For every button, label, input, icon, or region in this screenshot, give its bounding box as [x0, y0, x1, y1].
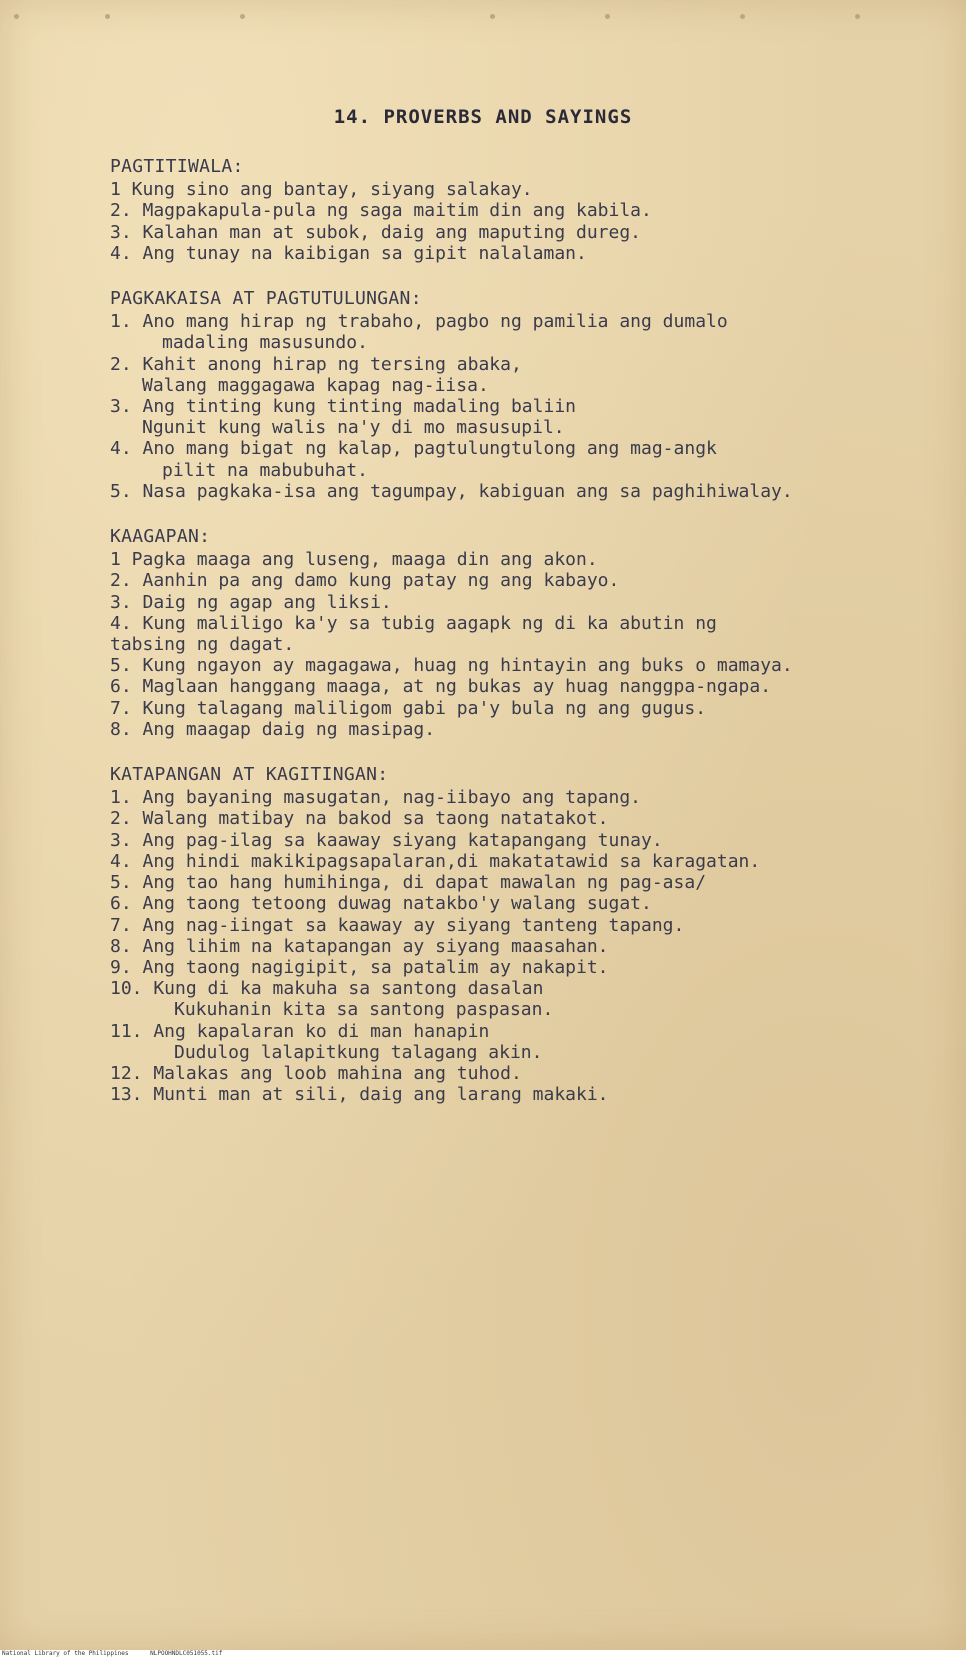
- proverb-line: 1 Kung sino ang bantay, siyang salakay.: [110, 179, 533, 201]
- section-heading: PAGTITIWALA:: [110, 156, 244, 177]
- proverb-line: 3. Ang tinting kung tinting madaling baliin: [110, 396, 576, 418]
- proverb-line: 5. Kung ngayon ay magagawa, huag ng hintayin ang buks o mamaya.: [110, 655, 793, 677]
- proverb-line: 1 Pagka maaga ang luseng, maaga din ang akon.: [110, 549, 598, 571]
- proverb-line: 2. Kahit anong hirap ng tersing abaka,: [110, 353, 522, 375]
- proverb-line-continued: Ngunit kung walis na'y di mo masusupil.: [142, 417, 565, 439]
- proverb-line: 10. Kung di ka makuha sa santong dasalan: [110, 978, 544, 1000]
- section-heading: KATAPANGAN AT KAGITINGAN:: [110, 764, 389, 786]
- proverb-line-continued: Dudulog lalapitkung talagang akin.: [174, 1041, 543, 1063]
- proverb-line: 4. Ano mang bigat ng kalap, pagtulungtulong ang mag-angk: [110, 438, 717, 460]
- proverb-line: 13. Munti man at sili, daig ang larang makaki.: [110, 1084, 609, 1106]
- proverb-line-continued: Walang maggagawa kapag nag-iisa.: [142, 374, 489, 396]
- section-heading: KAAGAPAN:: [110, 526, 211, 548]
- proverb-line: 2. Walang matibay na bakod sa taong natatakot.: [110, 808, 609, 830]
- proverb-line: 2. Magpakapula-pula ng saga maitim din ang kabila.: [110, 200, 652, 222]
- punch-mark: [490, 14, 495, 19]
- page-title: 14. PROVERBS AND SAYINGS: [333, 106, 633, 128]
- proverb-line: 4. Ang tunay na kaibigan sa gipit nalalaman.: [110, 242, 587, 264]
- proverb-line: 7. Ang nag-iingat sa kaaway ay siyang tanteng tapang.: [110, 914, 685, 936]
- proverb-line: 8. Ang maagap daig ng masipag.: [110, 718, 436, 740]
- proverb-line: 7. Kung talagang maliligom gabi pa'y bula ng ang gugus.: [110, 697, 707, 719]
- proverb-line: 4. Ang hindi makikipagsapalaran,di makatatawid sa karagatan.: [110, 850, 761, 872]
- proverb-line: 1. Ang bayaning masugatan, nag-iibayo ang tapang.: [110, 787, 642, 809]
- punch-mark: [240, 14, 245, 19]
- proverb-line: 12. Malakas ang loob mahina ang tuhod.: [110, 1062, 522, 1084]
- proverb-line: 3. Daig ng agap ang liksi.: [110, 591, 392, 613]
- proverb-line-continued: pilit na mabubuhat.: [162, 459, 368, 481]
- proverb-line-continued: tabsing ng dagat.: [110, 634, 295, 656]
- punch-mark: [605, 14, 610, 19]
- scan-footer: [2, 1650, 968, 1658]
- section-pagtitiwala: [110, 156, 950, 264]
- section-kaagapan: [110, 526, 950, 740]
- proverb-line: 3. Ang pag-ilag sa kaaway siyang katapangang tunay.: [110, 829, 663, 851]
- punch-mark: [105, 14, 110, 19]
- proverb-line: 3. Kalahan man at subok, daig ang maputing dureg.: [110, 221, 642, 243]
- proverb-line: 6. Ang taong tetoong duwag natakbo'y walang sugat.: [110, 893, 652, 915]
- proverb-line: 1. Ano mang hirap ng trabaho, pagbo ng pamilia ang dumalo: [110, 311, 728, 333]
- proverb-line: 9. Ang taong nagigipit, sa patalim ay nakapit.: [110, 956, 609, 978]
- punch-mark: [14, 14, 19, 19]
- proverb-line: 6. Maglaan hanggang maaga, at ng bukas ay huag nanggpa-ngapa.: [110, 676, 772, 698]
- proverb-line-continued: Kukuhanin kita sa santong paspasan.: [174, 999, 554, 1021]
- punch-mark: [855, 14, 860, 19]
- proverb-line: 11. Ang kapalaran ko di man hanapin: [110, 1020, 490, 1042]
- section-katapangan: [110, 764, 950, 1105]
- proverb-line: 5. Ang tao hang humihinga, di dapat mawalan ng pag-asa/: [110, 872, 707, 894]
- footer-filename: NLPOOHNDLC051055.tif: [150, 1650, 223, 1657]
- proverb-line: 8. Ang lihim na katapangan ay siyang maasahan.: [110, 935, 609, 957]
- section-pagkakaisa: [110, 288, 950, 502]
- proverb-line: 2. Aanhin pa ang damo kung patay ng ang kabayo.: [110, 570, 620, 592]
- punch-mark: [740, 14, 745, 19]
- section-heading: PAGKAKAISA AT PAGTUTULUNGAN:: [110, 288, 422, 310]
- proverb-line: 5. Nasa pagkaka-isa ang tagumpay, kabiguan ang sa paghihiwalay.: [110, 480, 793, 502]
- proverb-line: 4. Kung maliligo ka'y sa tubig aagapk ng di ka abutin ng: [110, 612, 717, 634]
- proverbs-body: [110, 156, 950, 1105]
- footer-library: National Library of the Philippines: [2, 1650, 129, 1657]
- proverb-line-continued: madaling masusundo.: [162, 332, 368, 354]
